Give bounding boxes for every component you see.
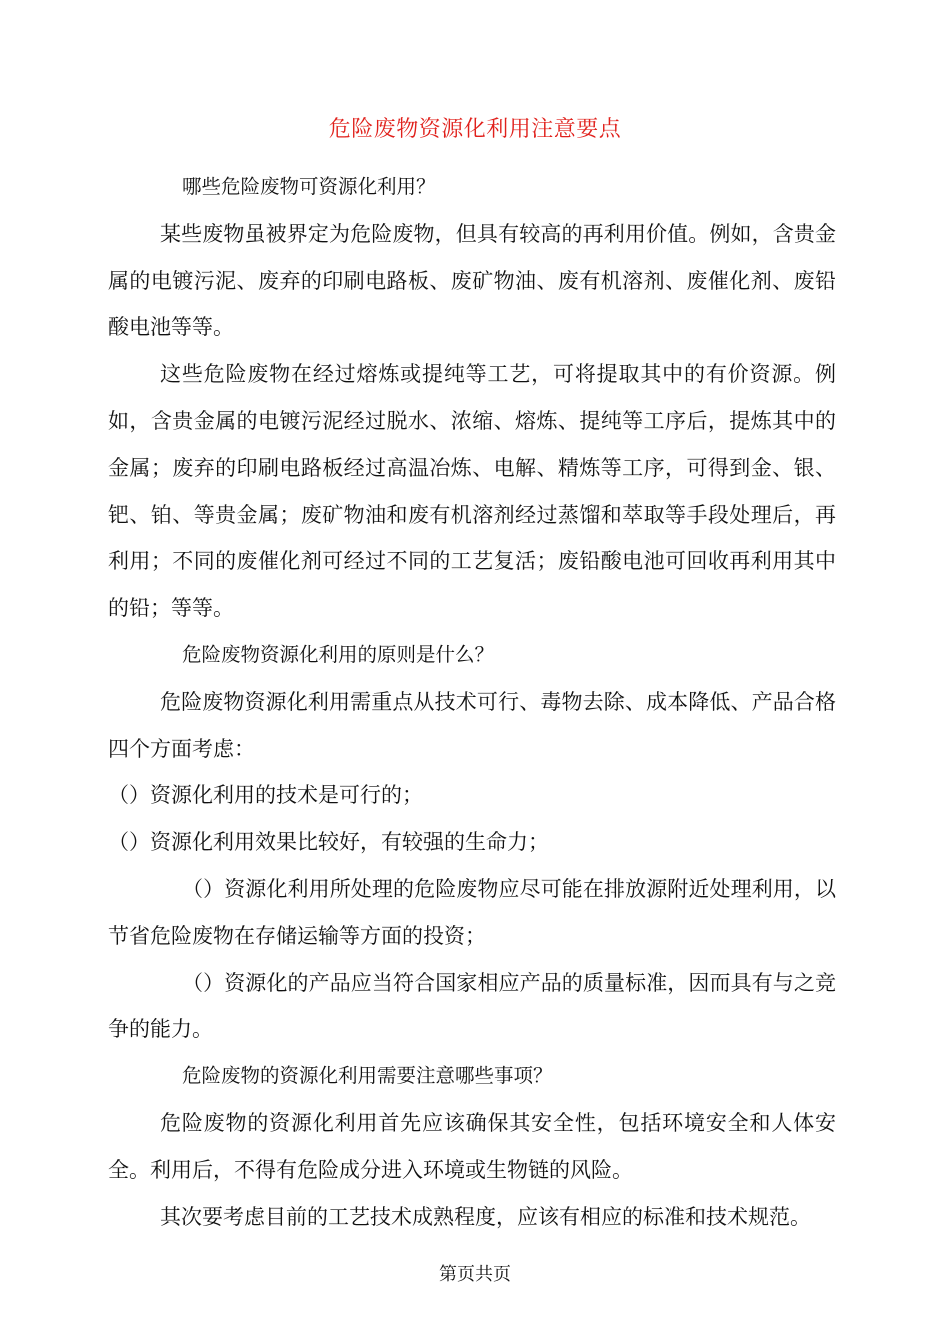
list-item: （）资源化利用所处理的危险废物应尽可能在排放源附近处理利用，以节省危险废物在存储运输等方面的投资； <box>108 876 836 948</box>
paragraph: 某些废物虽被界定为危险废物，但具有较高的再利用价值。例如，含贵金属的电镀污泥、废弃的印刷电路板、废矿物油、废有机溶剂、废催化剂、废铅酸电池等等。 <box>108 221 836 340</box>
list-item: （）资源化利用效果比较好，有较强的生命力； <box>108 830 549 855</box>
paragraph: 其次要考虑目前的工艺技术成熟程度，应该有相应的标准和技术规范。 <box>160 1204 811 1229</box>
document-body <box>108 164 836 1240</box>
document-title: 危险废物资源化利用注意要点 <box>328 117 622 142</box>
section-question-2: 危险废物资源化利用的原则是什么？ <box>182 642 495 666</box>
paragraph: 这些危险废物在经过熔炼或提纯等工艺，可将提取其中的有价资源。例如，含贵金属的电镀污泥经过脱水、浓缩、熔炼、提纯等工序后，提炼其中的金属；废弃的印刷电路板经过高温冶炼、电解、精炼等工序，可得到金、银、钯、铂、等贵金属；废矿物油和废有机溶剂经过蒸馏和萃取等手段处理后，再利用；不同的废催化剂可经过不同的工艺复活；废铅酸电池可回收再利用其中的铅；等等。 <box>108 362 836 621</box>
paragraph: 危险废物的资源化利用首先应该确保其安全性，包括环境安全和人体安全。利用后，不得有危险成分进入环境或生物链的风险。 <box>108 1110 836 1182</box>
section-question-3: 危险废物的资源化利用需要注意哪些事项？ <box>182 1064 553 1088</box>
list-item: （）资源化利用的技术是可行的； <box>108 783 423 808</box>
page-footer: 第页共页 <box>439 1264 511 1285</box>
section-question-1: 哪些危险废物可资源化利用？ <box>182 175 436 198</box>
list-item: （）资源化的产品应当符合国家相应产品的质量标准，因而具有与之竞争的能力。 <box>108 970 836 1042</box>
paragraph: 危险废物资源化利用需重点从技术可行、毒物去除、成本降低、产品合格四个方面考虑： <box>108 689 836 761</box>
